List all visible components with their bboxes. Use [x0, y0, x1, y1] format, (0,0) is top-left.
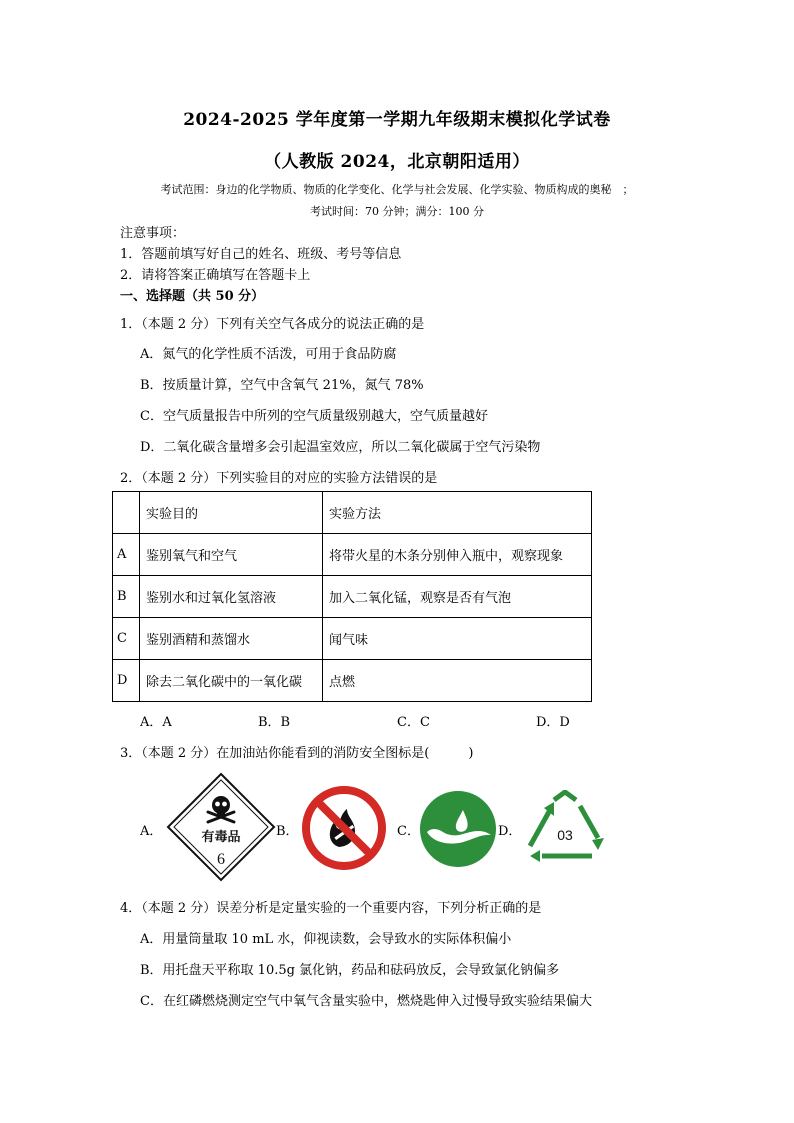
exam-scope: 考试范围：身边的化学物质、物质的化学变化、化学与社会发展、化学实验、物质构成的奥秘 ； [160, 183, 634, 196]
notes-title: 注意事项： [120, 226, 186, 241]
no-open-flame-sign-icon [301, 785, 387, 871]
sign-label-d: D． [498, 824, 522, 839]
table-row [113, 660, 592, 702]
table-cell: 鉴别酒精和蒸馏水 [140, 618, 323, 660]
question-2-answer-a: A．A [140, 715, 172, 730]
question-1-option-b: B．按质量计算，空气中含氧气 21%，氮气 78% [140, 378, 424, 393]
toxic-sign-text: 有毒品 [201, 829, 241, 844]
recycling-sign-icon [524, 790, 606, 862]
question-3-stem: 3．（本题 2 分）在加油站你能看到的消防安全图标是( ) [120, 746, 474, 761]
table-cell: A [113, 534, 140, 576]
table-cell: 闻气味 [323, 618, 592, 660]
question-4-stem: 4．（本题 2 分）误差分析是定量实验的一个重要内容，下列分析正确的是 [120, 901, 542, 916]
toxic-sign-icon [166, 772, 276, 882]
table-header-cell [113, 492, 140, 534]
question-1-option-c: C．空气质量报告中所列的空气质量级别越大，空气质量越好 [140, 409, 488, 424]
question-2-answer-d: D．D [536, 715, 570, 730]
note-item: 2．请将答案正确填写在答题卡上 [120, 268, 311, 283]
sign-label-a: A． [140, 824, 163, 839]
table-cell: 鉴别氧气和空气 [140, 534, 323, 576]
question-2-answer-b: B．B [258, 715, 291, 730]
experiment-table [112, 491, 592, 702]
table-header-cell: 实验目的 [140, 492, 323, 534]
table-cell: 除去二氧化碳中的一氧化碳 [140, 660, 323, 702]
table-row [113, 576, 592, 618]
question-4-option-a: A．用量筒量取 10 mL 水，仰视读数，会导致水的实际体积偏小 [140, 932, 512, 947]
section-heading: 一、选择题（共 50 分） [120, 289, 265, 304]
sign-label-b: B． [276, 824, 299, 839]
table-cell: 将带火星的木条分别伸入瓶中，观察现象 [323, 534, 592, 576]
table-header-cell: 实验方法 [323, 492, 592, 534]
table-header-row [113, 492, 592, 534]
exam-subtitle: （人教版 2024，北京朝阳适用） [264, 152, 530, 172]
question-4-option-b: B．用托盘天平称取 10.5g 氯化钠，药品和砝码放反，会导致氯化钠偏多 [140, 963, 560, 978]
table-row [113, 618, 592, 660]
table-cell: 鉴别水和过氧化氢溶液 [140, 576, 323, 618]
recycling-sign-number: 03 [557, 827, 573, 843]
table-cell: B [113, 576, 140, 618]
table-cell: C [113, 618, 140, 660]
exam-title: 2024-2025 学年度第一学期九年级期末模拟化学试卷 [183, 110, 611, 130]
exam-time-score: 考试时间：70 分钟；满分：100 分 [310, 205, 484, 218]
question-1-stem: 1．（本题 2 分）下列有关空气各成分的说法正确的是 [120, 317, 425, 332]
question-2-stem: 2．（本题 2 分）下列实验目的对应的实验方法错误的是 [120, 471, 438, 486]
question-2-answer-c: C．C [397, 715, 430, 730]
note-item: 1．答题前填写好自己的姓名、班级、考号等信息 [120, 247, 402, 262]
sign-label-c: C． [397, 824, 420, 839]
table-cell: 加入二氧化锰，观察是否有气泡 [323, 576, 592, 618]
table-row [113, 534, 592, 576]
question-1-option-a: A．氮气的化学性质不活泼，可用于食品防腐 [140, 347, 397, 362]
water-saving-sign-icon [419, 790, 497, 868]
table-cell: 点燃 [323, 660, 592, 702]
table-cell: D [113, 660, 140, 702]
toxic-sign-number: 6 [217, 851, 225, 868]
question-4-option-c: C．在红磷燃烧测定空气中氧气含量实验中，燃烧匙伸入过慢导致实验结果偏大 [140, 994, 592, 1009]
question-1-option-d: D．二氧化碳含量增多会引起温室效应，所以二氧化碳属于空气污染物 [140, 440, 541, 455]
